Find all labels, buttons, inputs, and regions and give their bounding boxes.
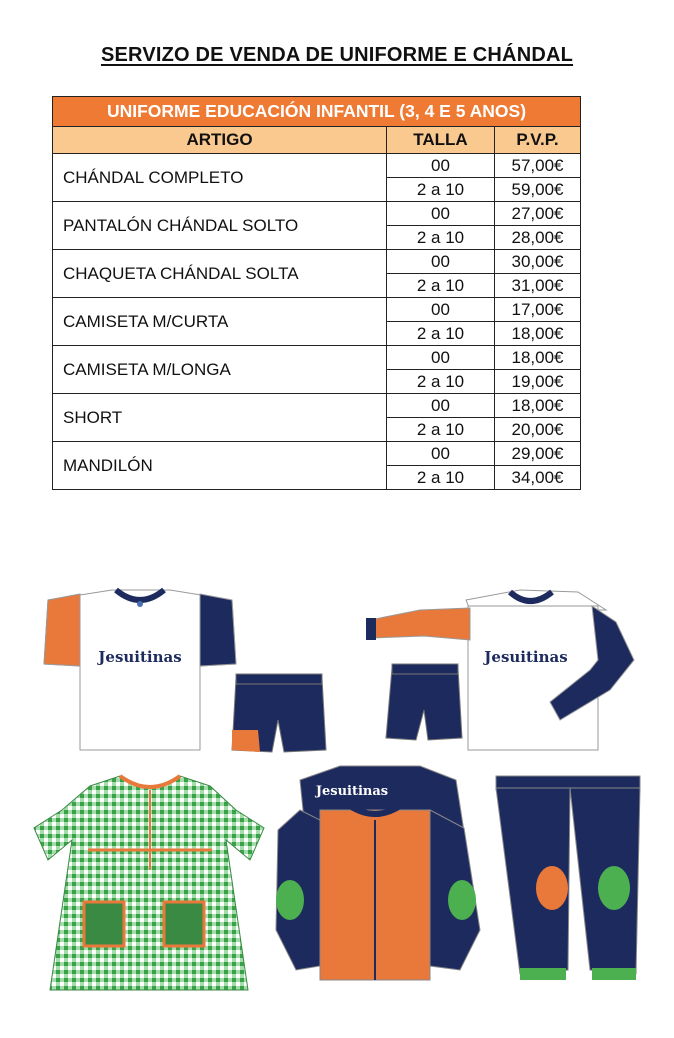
table-row — [53, 442, 581, 466]
table-row — [53, 250, 581, 274]
header-pvp: P.V.P. — [495, 127, 581, 154]
price-cell: 27,00€ — [495, 202, 581, 226]
table-row — [53, 346, 581, 370]
table-caption: UNIFORME EDUCACIÓN INFANTIL (3, 4 E 5 ANOS) — [53, 97, 581, 127]
price-cell: 29,00€ — [495, 442, 581, 466]
item-name: PANTALÓN CHÁNDAL SOLTO — [53, 202, 387, 250]
price-cell: 31,00€ — [495, 274, 581, 298]
header-talla: TALLA — [387, 127, 495, 154]
shorts-left — [232, 674, 326, 752]
size-cell: 2 a 10 — [387, 226, 495, 250]
table-row — [53, 202, 581, 226]
size-cell: 2 a 10 — [387, 178, 495, 202]
table-row — [53, 298, 581, 322]
size-cell: 2 a 10 — [387, 466, 495, 490]
price-cell: 34,00€ — [495, 466, 581, 490]
price-cell: 18,00€ — [495, 394, 581, 418]
tracksuit-jacket — [276, 766, 480, 980]
short-sleeve-tshirt — [44, 590, 236, 750]
page-title: SERVIZO DE VENDA DE UNIFORME E CHÁNDAL — [100, 44, 574, 66]
item-name: CAMISETA M/LONGA — [53, 346, 387, 394]
price-cell: 30,00€ — [495, 250, 581, 274]
item-name: MANDILÓN — [53, 442, 387, 490]
size-cell: 00 — [387, 442, 495, 466]
table-row — [53, 154, 581, 178]
header-artigo: ARTIGO — [53, 127, 387, 154]
price-cell: 20,00€ — [495, 418, 581, 442]
price-cell: 19,00€ — [495, 370, 581, 394]
brand-text: Jesuitinas — [98, 648, 182, 666]
price-cell: 59,00€ — [495, 178, 581, 202]
price-cell: 17,00€ — [495, 298, 581, 322]
price-cell: 18,00€ — [495, 322, 581, 346]
tracksuit-pants — [496, 776, 640, 980]
size-cell: 2 a 10 — [387, 322, 495, 346]
size-cell: 00 — [387, 154, 495, 178]
table-row — [53, 394, 581, 418]
item-name: SHORT — [53, 394, 387, 442]
price-cell: 57,00€ — [495, 154, 581, 178]
item-name: CHAQUETA CHÁNDAL SOLTA — [53, 250, 387, 298]
item-name: CHÁNDAL COMPLETO — [53, 154, 387, 202]
brand-text: Jesuitinas — [484, 648, 568, 666]
size-cell: 00 — [387, 346, 495, 370]
size-cell: 2 a 10 — [387, 418, 495, 442]
size-cell: 00 — [387, 202, 495, 226]
price-cell: 18,00€ — [495, 346, 581, 370]
shorts-right — [386, 664, 462, 740]
price-table — [52, 96, 581, 490]
item-name: CAMISETA M/CURTA — [53, 298, 387, 346]
size-cell: 00 — [387, 394, 495, 418]
smock — [34, 776, 264, 990]
size-cell: 2 a 10 — [387, 370, 495, 394]
size-cell: 2 a 10 — [387, 274, 495, 298]
brand-text: Jesuitinas — [315, 784, 389, 799]
uniform-illustration — [0, 570, 674, 1010]
size-cell: 00 — [387, 298, 495, 322]
size-cell: 00 — [387, 250, 495, 274]
price-cell: 28,00€ — [495, 226, 581, 250]
